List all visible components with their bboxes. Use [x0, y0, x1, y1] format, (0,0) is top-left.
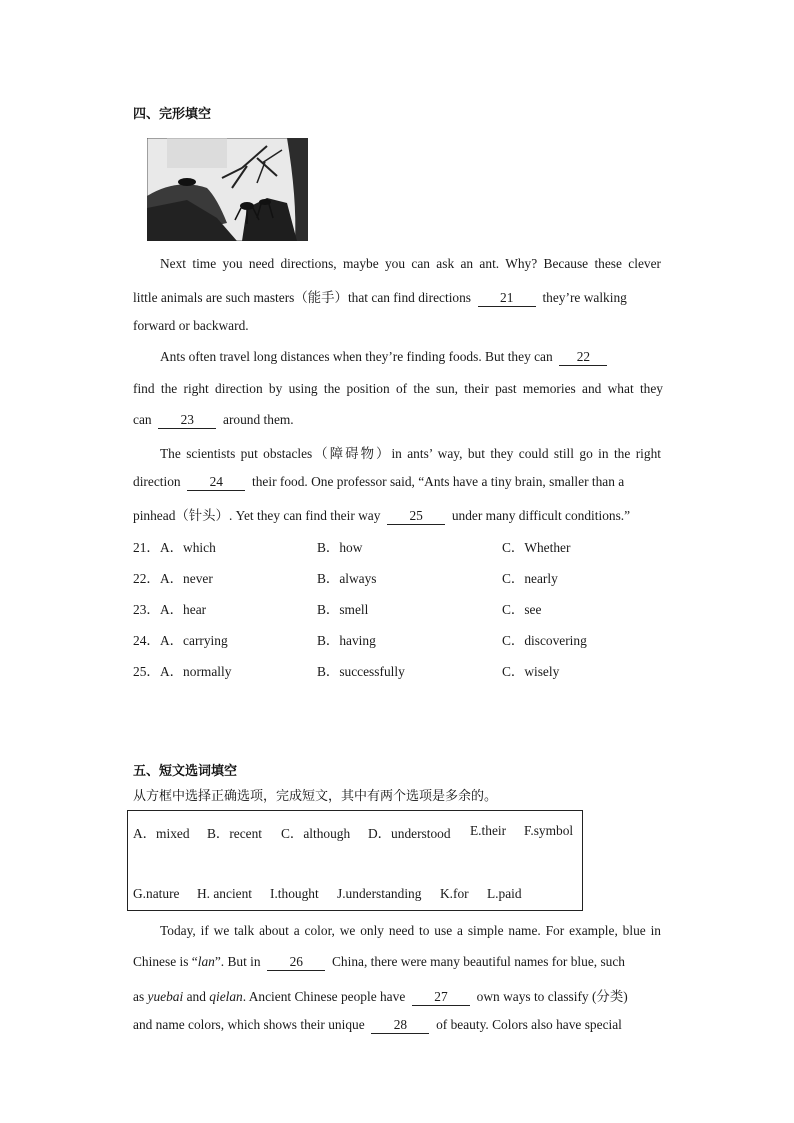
passage2-line2 — [133, 954, 663, 971]
blank-26: 26 — [267, 954, 325, 971]
option-a[interactable]: A．normally — [160, 664, 232, 679]
passage1-line8 — [133, 474, 663, 491]
question-number: 24． — [133, 633, 160, 648]
text-segment: they’re walking — [542, 290, 627, 305]
word-option: C．although — [281, 826, 351, 841]
option-b[interactable]: B．successfully — [317, 664, 405, 679]
word-option: J.understanding — [337, 886, 422, 901]
word-option: B．recent — [207, 826, 263, 841]
italic-term: qielan — [209, 989, 243, 1004]
blank-23: 23 — [158, 412, 216, 429]
option-b[interactable]: B．how — [317, 540, 363, 555]
text-segment: little animals are such masters（能手）that can find directions — [133, 290, 472, 305]
italic-term: lan — [197, 954, 215, 969]
passage1-line2 — [133, 287, 663, 307]
blank-21: 21 — [478, 290, 536, 307]
text-segment: and name colors, which shows their unique — [133, 1017, 365, 1032]
word-option: I.thought — [270, 886, 319, 901]
text-segment: of beauty. Colors also have special — [436, 1017, 622, 1032]
option-b[interactable]: B．smell — [317, 602, 369, 617]
question-number: 25． — [133, 664, 160, 679]
question-number: 22． — [133, 571, 160, 586]
word-option: E.their — [470, 823, 507, 838]
option-b[interactable]: B．having — [317, 633, 376, 648]
text-segment: their food. One professor said, “Ants have a tiny brain, smaller than a — [252, 474, 625, 489]
question-number: 21． — [133, 540, 160, 555]
blank-22: 22 — [559, 349, 607, 366]
passage1-line1: Next time you need directions, maybe you can ask an ant. Why? Because these clever — [160, 256, 661, 271]
blank-24: 24 — [187, 474, 245, 491]
word-option: L.paid — [487, 886, 522, 901]
text-segment: direction — [133, 474, 181, 489]
question-22 — [133, 568, 663, 586]
passage2-line4 — [133, 1017, 663, 1034]
option-c[interactable]: C．nearly — [502, 571, 558, 586]
word-bank-box — [127, 810, 583, 911]
option-c[interactable]: C．discovering — [502, 633, 587, 648]
passage1-line9 — [133, 505, 663, 525]
word-option: F.symbol — [524, 823, 574, 838]
blank-28: 28 — [371, 1017, 429, 1034]
text-segment: own ways to classify (分类) — [476, 989, 628, 1004]
option-c[interactable]: C．wisely — [502, 664, 560, 679]
text-segment: and — [186, 989, 206, 1004]
section-5-heading: 五、短文选词填空 — [133, 764, 238, 779]
text-segment: ”. But in — [214, 954, 261, 969]
question-number: 23． — [133, 602, 160, 617]
question-25 — [133, 661, 663, 679]
option-c[interactable]: C．see — [502, 602, 542, 617]
text-segment: China, there were many beautiful names for blue, such — [332, 954, 626, 969]
section-5-instruction: 从方框中选择正确选项，完成短文，其中有两个选项是多余的。 — [133, 789, 498, 804]
passage1-line4 — [160, 349, 690, 366]
blank-27: 27 — [412, 989, 470, 1006]
word-option: A．mixed — [133, 826, 190, 841]
question-21 — [133, 537, 663, 555]
text-segment: can — [133, 412, 152, 427]
section-4-heading: 四、完形填空 — [133, 107, 212, 122]
option-a[interactable]: A．hear — [160, 602, 207, 617]
italic-term: yuebai — [147, 989, 184, 1004]
word-option: D．understood — [368, 826, 451, 841]
text-segment: Chinese is “ — [133, 954, 198, 969]
option-a[interactable]: A．which — [160, 540, 216, 555]
option-a[interactable]: A．never — [160, 571, 213, 586]
text-segment: . Ancient Chinese people have — [242, 989, 406, 1004]
word-option: H. ancient — [197, 886, 253, 901]
passage1-line3: forward or backward. — [133, 318, 249, 333]
question-23 — [133, 599, 663, 617]
option-a[interactable]: A．carrying — [160, 633, 228, 648]
question-24 — [133, 630, 663, 648]
passage1-line6 — [133, 412, 663, 429]
text-segment: under many difficult conditions.” — [451, 508, 631, 523]
passage1-line7: The scientists put obstacles（障碍物）in ants’ way, but they could still go in the right — [160, 446, 661, 461]
blank-25: 25 — [387, 508, 445, 525]
word-option: K.for — [440, 886, 469, 901]
option-c[interactable]: C．Whether — [502, 540, 571, 555]
text-segment: pinhead（针头）. Yet they can find their way — [133, 508, 381, 523]
ants-photo — [147, 138, 308, 241]
option-b[interactable]: B．always — [317, 571, 377, 586]
text-segment: around them. — [223, 412, 294, 427]
text-segment: Ants often travel long distances when they’re finding foods. But they can — [160, 349, 553, 364]
passage2-line1: Today, if we talk about a color, we only need to use a simple name. For example, blue in — [160, 923, 661, 938]
passage2-line3 — [133, 986, 663, 1006]
passage1-line5: find the right direction by using the position of the sun, their past memories and what they — [133, 381, 663, 396]
text-segment: as — [133, 989, 145, 1004]
word-option: G.nature — [133, 886, 180, 901]
